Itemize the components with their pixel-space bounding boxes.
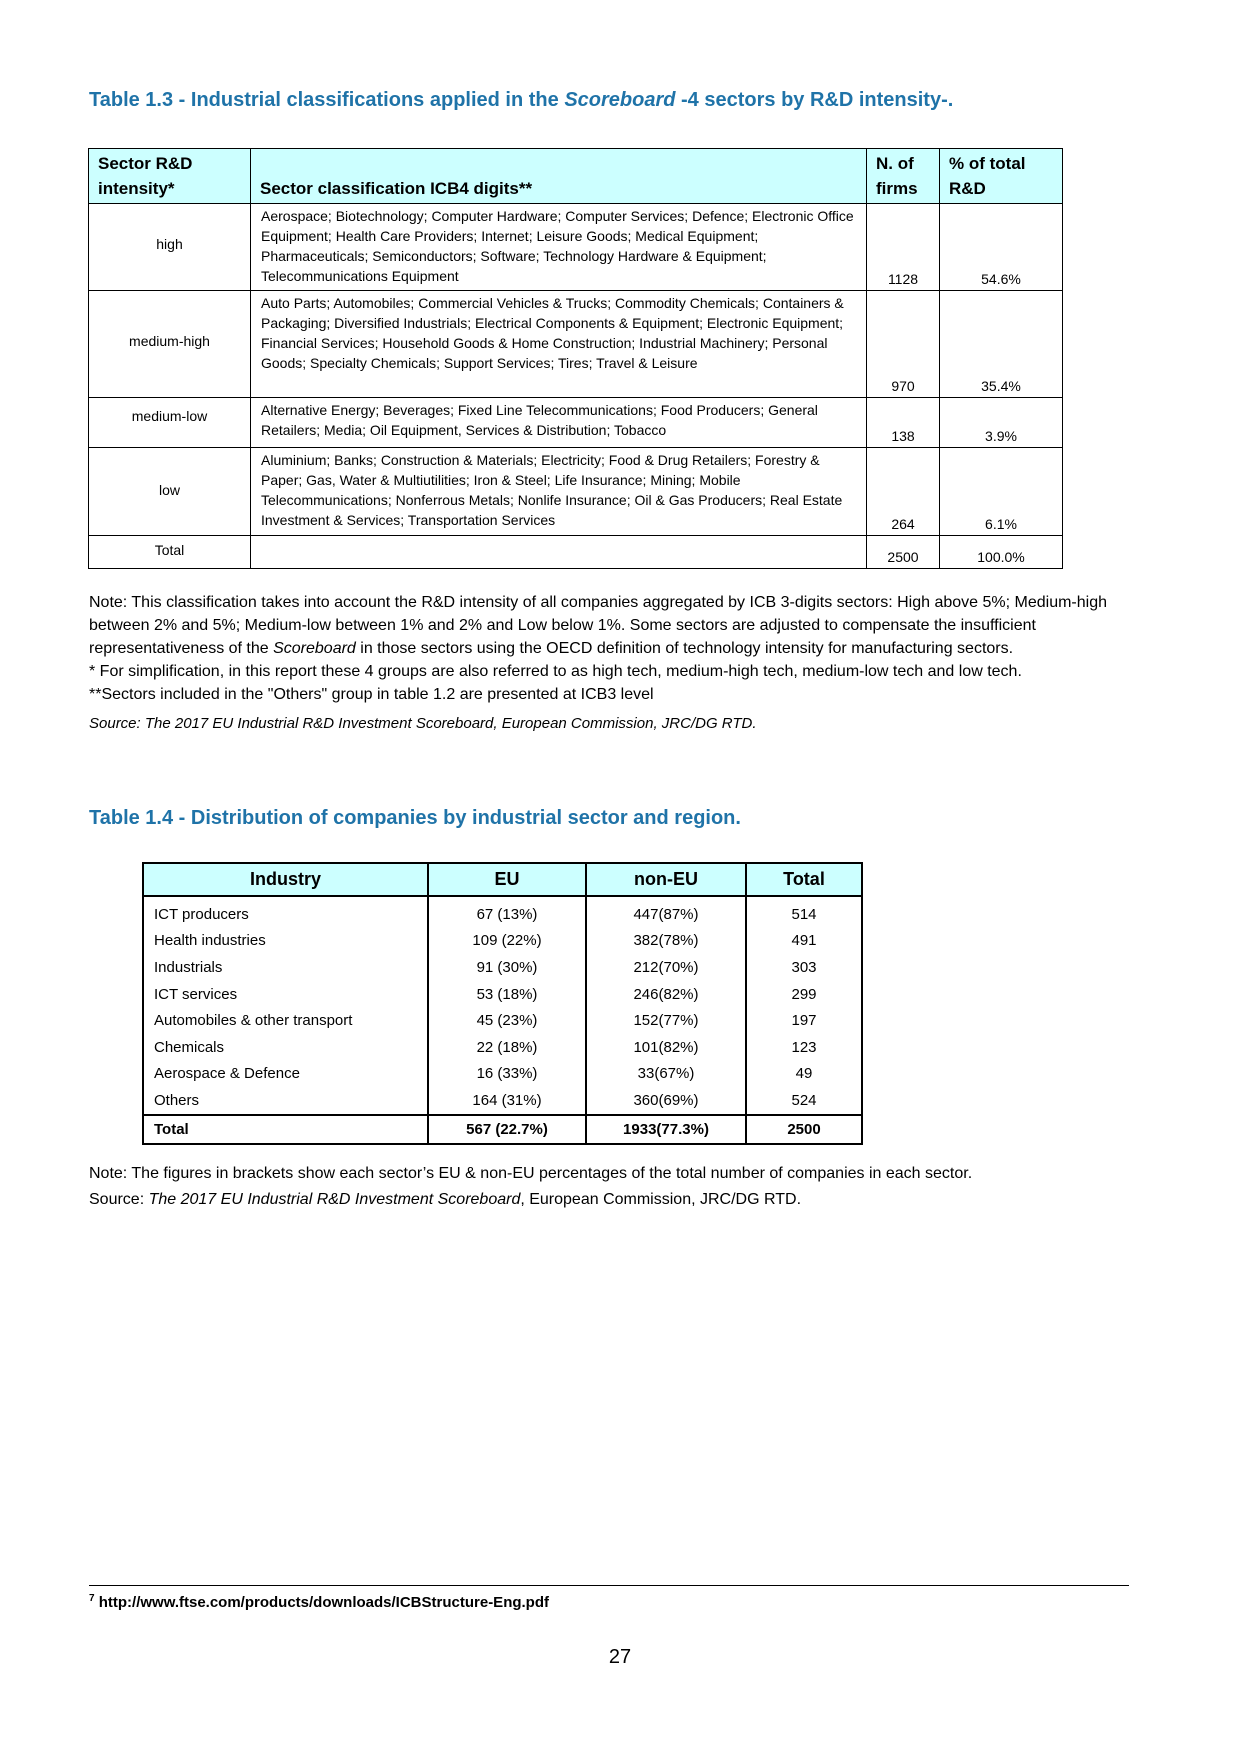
industry-cell: Industrials	[143, 954, 428, 981]
non-eu-cell: 382(78%)	[586, 928, 746, 955]
table-1-4-notes	[89, 1162, 1149, 1214]
total-cell: 49	[746, 1061, 862, 1088]
footnote-divider	[89, 1585, 1129, 1586]
note-text: in those sectors using the OECD definition of technology intensity for manufacturing sectors.	[355, 640, 1014, 657]
sectors-cell: Aerospace; Biotechnology; Computer Hardware; Computer Services; Defence; Electronic Office Equipment; Health Care Providers; Internet; Leisure Goods; Medical Equipment; Pharmaceuticals; Semiconductors; Software; Technology Hardware & Equipment; Telecommunications Equipment	[251, 204, 867, 291]
eu-cell: 45 (23%)	[428, 1007, 586, 1034]
eu-cell: 109 (22%)	[428, 928, 586, 955]
industry-cell: Aerospace & Defence	[143, 1061, 428, 1088]
total-industry-cell: Total	[143, 1115, 428, 1144]
table-row	[143, 1087, 862, 1115]
firms-cell: 1128	[867, 204, 940, 291]
total-cell: 303	[746, 954, 862, 981]
table-total-row	[89, 536, 1063, 569]
eu-cell: 22 (18%)	[428, 1034, 586, 1061]
table-row	[89, 398, 1063, 448]
non-eu-cell: 33(67%)	[586, 1061, 746, 1088]
table-1-3-notes	[89, 591, 1149, 735]
header-industry: Industry	[143, 863, 428, 896]
header-non-eu: non-EU	[586, 863, 746, 896]
total-cell: 524	[746, 1087, 862, 1115]
total-share-cell: 100.0%	[940, 536, 1063, 569]
table-1-3-title-italic: Scoreboard	[564, 89, 676, 111]
total-cell: 197	[746, 1007, 862, 1034]
source-italic: The 2017 EU Industrial R&D Investment Scoreboard	[148, 1191, 521, 1208]
intensity-cell: medium-low	[89, 398, 251, 448]
footnote-link[interactable]: http://www.ftse.com/products/downloads/ICBStructure-Eng.pdf	[94, 1594, 550, 1611]
table-1-3-title	[89, 89, 953, 112]
total-cell: 299	[746, 981, 862, 1008]
non-eu-cell: 101(82%)	[586, 1034, 746, 1061]
total-label-cell: Total	[89, 536, 251, 569]
industry-cell: ICT services	[143, 981, 428, 1008]
non-eu-cell: 447(87%)	[586, 896, 746, 928]
table-row	[143, 1061, 862, 1088]
total-eu-cell: 567 (22.7%)	[428, 1115, 586, 1144]
source-rest: , European Commission, JRC/DG RTD.	[520, 1191, 802, 1208]
eu-cell: 164 (31%)	[428, 1087, 586, 1115]
table-1-4-header-row	[143, 863, 862, 896]
table-1-3	[88, 148, 1063, 569]
industry-cell: Health industries	[143, 928, 428, 955]
table-row	[143, 896, 862, 928]
total-cell: 123	[746, 1034, 862, 1061]
sectors-cell: Auto Parts; Automobiles; Commercial Vehicles & Trucks; Commodity Chemicals; Containers & Packaging; Diversified Industrials; Electrical Components & Equipment; Electronic Equipment; Financial Services; Household Goods & Home Construction; Industrial Machinery; Personal Goods; Specialty Chemicals; Support Services; Tires; Travel & Leisure	[251, 291, 867, 398]
table-total-row	[143, 1115, 862, 1144]
industry-cell: Chemicals	[143, 1034, 428, 1061]
table-row	[143, 1007, 862, 1034]
table-row	[143, 954, 862, 981]
firms-cell: 138	[867, 398, 940, 448]
share-cell: 3.9%	[940, 398, 1063, 448]
firms-cell: 264	[867, 448, 940, 536]
table-1-3-title-suffix: -4 sectors by R&D intensity-.	[675, 89, 954, 111]
footnote	[89, 1593, 549, 1611]
note-brackets: Note: The figures in brackets show each sector’s EU & non-EU percentages of the total number of companies in each sector.	[89, 1165, 973, 1182]
table-1-4-source	[89, 1188, 1149, 1211]
source-label: Source:	[89, 1191, 149, 1208]
industry-cell: Automobiles & other transport	[143, 1007, 428, 1034]
sectors-cell: Aluminium; Banks; Construction & Materials; Electricity; Food & Drug Retailers; Forestry & Paper; Gas, Water & Multiutilities; Iron & Steel; Life Insurance; Mining; Mobile Telecommunications; Nonferrous Metals; Nonlife Insurance; Oil & Gas Producers; Real Estate Investment & Services; Transportation Services	[251, 448, 867, 536]
total-cell: 491	[746, 928, 862, 955]
page-number: 27	[608, 1646, 632, 1668]
firms-cell: 970	[867, 291, 940, 398]
eu-cell: 16 (33%)	[428, 1061, 586, 1088]
note-simplification: * For simplification, in this report these 4 groups are also referred to as high tech, medium-high tech, medium-low tech and low tech.	[89, 663, 1022, 680]
header-share-of-rd: % of total R&D	[940, 149, 1063, 204]
intensity-cell: low	[89, 448, 251, 536]
table-1-4-title: Table 1.4 - Distribution of companies by industrial sector and region.	[89, 807, 741, 829]
table-row	[143, 981, 862, 1008]
table-1-4	[142, 862, 863, 1145]
non-eu-cell: 246(82%)	[586, 981, 746, 1008]
share-cell: 54.6%	[940, 204, 1063, 291]
share-cell: 6.1%	[940, 448, 1063, 536]
eu-cell: 91 (30%)	[428, 954, 586, 981]
note-text: Note: This classification takes into account the R&D intensity of all companies aggregated by ICB 3-digits sectors: High above 5%; Medium-high between 2% and 5%; Medium-low between 1% and 2% and Low below 1%. Some sectors are adjusted to compensate the insufficient representativeness of the	[89, 594, 1107, 657]
total-total-cell: 2500	[746, 1115, 862, 1144]
eu-cell: 67 (13%)	[428, 896, 586, 928]
note-italic: Scoreboard	[273, 640, 356, 657]
table-row	[143, 1034, 862, 1061]
table-row	[89, 204, 1063, 291]
total-cell: 514	[746, 896, 862, 928]
table-row	[89, 448, 1063, 536]
note-others-group: **Sectors included in the "Others" group in table 1.2 are presented at ICB3 level	[89, 686, 654, 703]
header-eu: EU	[428, 863, 586, 896]
non-eu-cell: 360(69%)	[586, 1087, 746, 1115]
header-total: Total	[746, 863, 862, 896]
intensity-cell: medium-high	[89, 291, 251, 398]
share-cell: 35.4%	[940, 291, 1063, 398]
non-eu-cell: 152(77%)	[586, 1007, 746, 1034]
footnote-mark: 7	[89, 1593, 95, 1604]
industry-cell: ICT producers	[143, 896, 428, 928]
table-row	[143, 928, 862, 955]
table-1-3-header-row	[89, 149, 1063, 204]
table-row	[89, 291, 1063, 398]
intensity-cell: high	[89, 204, 251, 291]
header-number-of-firms: N. of firms	[867, 149, 940, 204]
total-firms-cell: 2500	[867, 536, 940, 569]
note-classification	[89, 591, 1149, 660]
eu-cell: 53 (18%)	[428, 981, 586, 1008]
header-sector-intensity: Sector R&D intensity*	[89, 149, 251, 204]
table-1-3-title-prefix: Table 1.3 - Industrial classifications applied in the	[89, 89, 565, 111]
total-sectors-cell	[251, 536, 867, 569]
sectors-cell: Alternative Energy; Beverages; Fixed Line Telecommunications; Food Producers; General Retailers; Media; Oil Equipment, Services & Distribution; Tobacco	[251, 398, 867, 448]
header-sector-classification: Sector classification ICB4 digits**	[251, 149, 867, 204]
total-non-eu-cell: 1933(77.3%)	[586, 1115, 746, 1144]
table-1-3-source: Source: The 2017 EU Industrial R&D Investment Scoreboard, European Commission, JRC/DG RTD.	[89, 715, 757, 732]
non-eu-cell: 212(70%)	[586, 954, 746, 981]
industry-cell: Others	[143, 1087, 428, 1115]
